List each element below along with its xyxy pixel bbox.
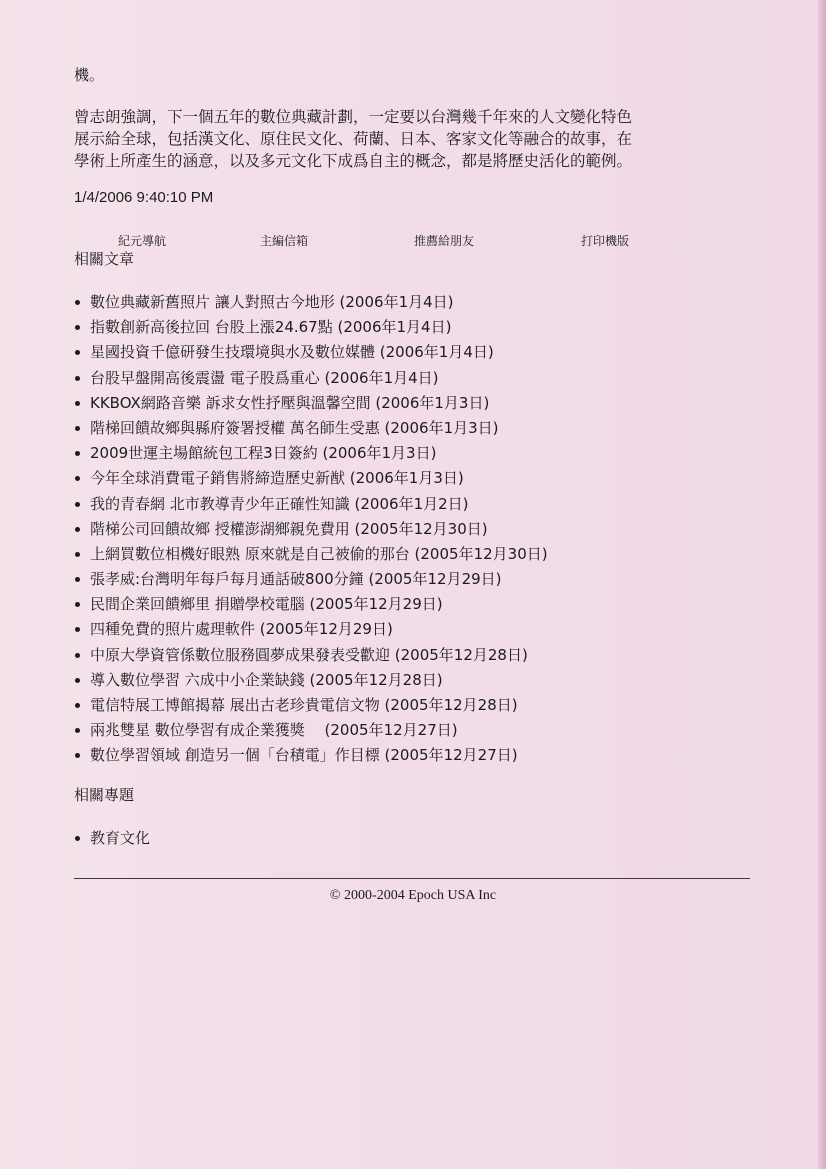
list-item — [74, 366, 548, 391]
list-item — [74, 315, 548, 340]
list-item — [74, 826, 150, 851]
article-link[interactable]: 指數創新高後拉回 台股上漲24.67點 (2006年1月4日) — [90, 318, 452, 337]
article-link[interactable]: 數位典藏新舊照片 讓人對照古今地形 (2006年1月4日) — [90, 293, 454, 311]
article-link[interactable]: 民間企業回饋鄉里 捐贈學校電腦 (2005年12月29日) — [90, 595, 443, 614]
list-item — [74, 643, 548, 668]
topic-link[interactable]: 教育文化 — [90, 829, 151, 847]
article-link[interactable]: 兩兆雙星 數位學習有成企業獲獎 (2005年12月27日) — [90, 721, 458, 740]
copyright-footer: © 2000-2004 Epoch USA Inc — [329, 888, 497, 903]
related-articles-list — [74, 290, 548, 769]
list-item — [74, 743, 548, 768]
article-link[interactable]: 今年全球消費電子銷售將締造歷史新猷 (2006年1月3日) — [90, 469, 464, 488]
article-link[interactable]: KKBOX網路音樂 訴求女性抒壓與溫馨空間 (2006年1月3日) — [90, 393, 490, 412]
article-link[interactable]: 電信特展工博館揭幕 展出古老珍貴電信文物 (2005年12月28日) — [90, 696, 518, 714]
related-topics-heading: 相關專題 — [74, 786, 135, 804]
article-paragraph — [74, 106, 694, 172]
list-item — [74, 441, 548, 466]
print-version-link[interactable]: 打印機版 — [581, 234, 630, 248]
article-link[interactable]: 中原大學資管係數位服務圓夢成果發表受歡迎 (2005年12月28日) — [90, 645, 528, 664]
article-link[interactable]: 我的青春網 北市教導青少年正確性知識 (2006年1月2日) — [90, 494, 469, 513]
list-item — [74, 391, 548, 416]
article-text-continuation: 機。 — [74, 66, 105, 84]
list-item — [74, 290, 548, 315]
editor-mailbox-link[interactable]: 主編信箱 — [260, 234, 309, 248]
list-item — [74, 340, 548, 365]
list-item — [74, 592, 548, 617]
list-item — [74, 517, 548, 542]
article-link[interactable]: 張孝威:台灣明年每戶每月通話破800分鐘 (2005年12月29日) — [90, 570, 502, 589]
footer-divider — [74, 878, 750, 879]
article-link[interactable]: 數位學習領域 創造另一個「台積電」作目標 (2005年12月27日) — [90, 746, 518, 765]
related-topics-list — [74, 826, 150, 851]
article-link[interactable]: 台股早盤開高後震盪 電子股爲重心 (2006年1月4日) — [90, 368, 439, 387]
article-link[interactable]: 2009世運主場館統包工程3日簽約 (2006年1月3日) — [90, 444, 437, 463]
list-item — [74, 492, 548, 517]
list-item — [74, 718, 548, 743]
related-articles-heading: 相關文章 — [74, 250, 135, 268]
article-timestamp: 1/4/2006 9:40:10 PM — [74, 189, 214, 206]
article-link[interactable]: 四種免費的照片處理軟件 (2005年12月29日) — [90, 620, 393, 639]
article-link[interactable]: 階梯公司回饋故鄉 授權澎湖鄉親免費用 (2005年12月30日) — [90, 519, 488, 538]
page-edge-shadow — [818, 0, 826, 1169]
list-item — [74, 567, 548, 592]
list-item — [74, 542, 548, 567]
paragraph-line: 學術上所產生的涵意，以及多元文化下成爲自主的概念，都是將歷史活化的範例。 — [74, 152, 633, 170]
list-item — [74, 466, 548, 491]
list-item — [74, 668, 548, 693]
nav-link[interactable]: 紀元導航 — [118, 234, 167, 248]
list-item — [74, 693, 548, 718]
article-link[interactable]: 星國投資千億研發生技環境與水及數位媒體 (2006年1月4日) — [90, 343, 494, 362]
article-link[interactable]: 階梯回饋故鄉與縣府簽署授權 萬名師生受惠 (2006年1月3日) — [90, 418, 499, 437]
article-link[interactable]: 上網買數位相機好眼熟 原來就是自己被偷的那台 (2005年12月30日) — [90, 544, 548, 563]
paragraph-line: 展示給全球，包括漢文化、原住民文化、荷蘭、日本、客家文化等融合的故事，在 — [74, 130, 633, 148]
paragraph-line: 曾志朗強調，下一個五年的數位典藏計劃，一定要以台灣幾千年來的人文變化特色 — [74, 108, 633, 126]
recommend-to-friend-link[interactable]: 推薦給朋友 — [414, 234, 475, 248]
article-link[interactable]: 導入數位學習 六成中小企業缺錢 (2005年12月28日) — [90, 670, 443, 689]
list-item — [74, 416, 548, 441]
list-item — [74, 617, 548, 642]
